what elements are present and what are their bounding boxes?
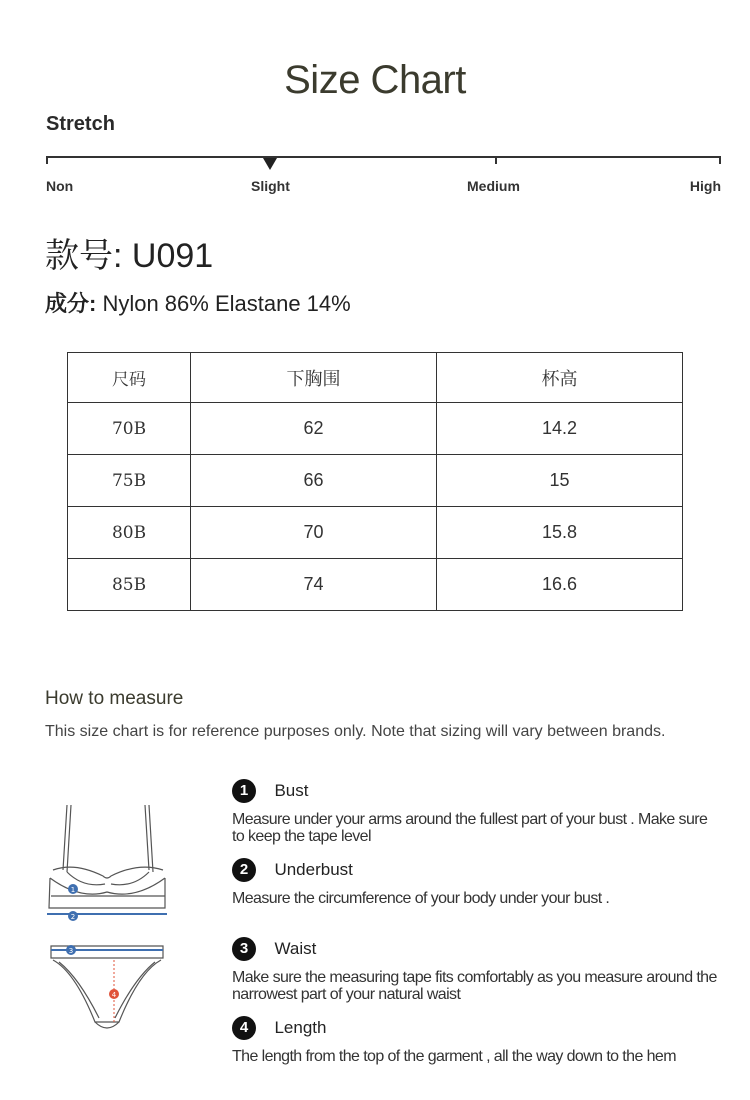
brief-illustration-icon <box>45 938 170 1038</box>
material <box>45 287 351 318</box>
material-value: Nylon 86% Elastane 14% <box>102 291 351 316</box>
step-description: The length from the top of the garment , all the way down to the hem <box>232 1048 676 1065</box>
model-number <box>45 228 213 277</box>
step-waist <box>232 937 722 1003</box>
table-row <box>68 559 683 611</box>
cell-size: 75B <box>68 455 191 507</box>
step-bust <box>232 779 722 845</box>
reference-note: This size chart is for reference purposes only. Note that sizing will vary between brands. <box>45 723 666 740</box>
cell-underbust: 74 <box>191 559 437 611</box>
header-cup-height: 杯高 <box>437 353 683 403</box>
scale-label-slight: Slight <box>251 178 290 194</box>
cell-cup-height: 14.2 <box>437 403 683 455</box>
step-title: Waist <box>274 939 317 958</box>
step-number-badge: 1 <box>232 779 256 803</box>
step-title: Underbust <box>274 860 353 879</box>
how-to-measure-heading: How to measure <box>45 688 184 709</box>
stretch-scale <box>46 150 721 194</box>
cell-underbust: 66 <box>191 455 437 507</box>
cell-size: 85B <box>68 559 191 611</box>
scale-label-medium: Medium <box>467 178 520 194</box>
step-length <box>232 1016 722 1065</box>
step-title: Bust <box>274 781 309 800</box>
scale-label-high: High <box>689 178 721 194</box>
table-header-row <box>68 353 683 403</box>
cell-cup-height: 16.6 <box>437 559 683 611</box>
step-title: Length <box>274 1018 327 1037</box>
scale-tick-non <box>46 156 48 164</box>
cell-underbust: 70 <box>191 507 437 559</box>
size-table <box>67 352 683 611</box>
scale-tick-high <box>719 156 721 164</box>
step-underbust <box>232 858 722 907</box>
scale-label-non: Non <box>46 178 74 194</box>
marker-4: 4 <box>111 991 117 999</box>
model-label: 款号: <box>45 237 123 275</box>
step-number-badge: 3 <box>232 937 256 961</box>
step-number-badge: 2 <box>232 858 256 882</box>
stretch-marker-icon <box>263 158 277 170</box>
step-description: Measure under your arms around the fullest part of your bust . Make sure to keep the tape level <box>232 811 708 845</box>
marker-2: 2 <box>70 913 76 921</box>
table-row <box>68 403 683 455</box>
table-row <box>68 455 683 507</box>
material-label: 成分: <box>45 291 97 316</box>
marker-3: 3 <box>68 947 74 955</box>
header-underbust: 下胸围 <box>191 353 437 403</box>
cell-size: 70B <box>68 403 191 455</box>
cell-size: 80B <box>68 507 191 559</box>
model-value: U091 <box>131 237 214 275</box>
cell-underbust: 62 <box>191 403 437 455</box>
bra-illustration-icon <box>45 800 170 925</box>
marker-1: 1 <box>70 886 76 894</box>
step-description: Measure the circumference of your body under your bust . <box>232 890 610 907</box>
header-size: 尺码 <box>68 353 191 403</box>
step-description: Make sure the measuring tape fits comfortably as you measure around the narrowest part of your natural waist <box>232 969 717 1003</box>
page-title: Size Chart <box>284 58 466 102</box>
table-row <box>68 507 683 559</box>
cell-cup-height: 15 <box>437 455 683 507</box>
scale-tick-medium <box>495 156 497 164</box>
step-number-badge: 4 <box>232 1016 256 1040</box>
stretch-label: Stretch <box>46 113 115 135</box>
cell-cup-height: 15.8 <box>437 507 683 559</box>
scale-line <box>46 156 721 158</box>
